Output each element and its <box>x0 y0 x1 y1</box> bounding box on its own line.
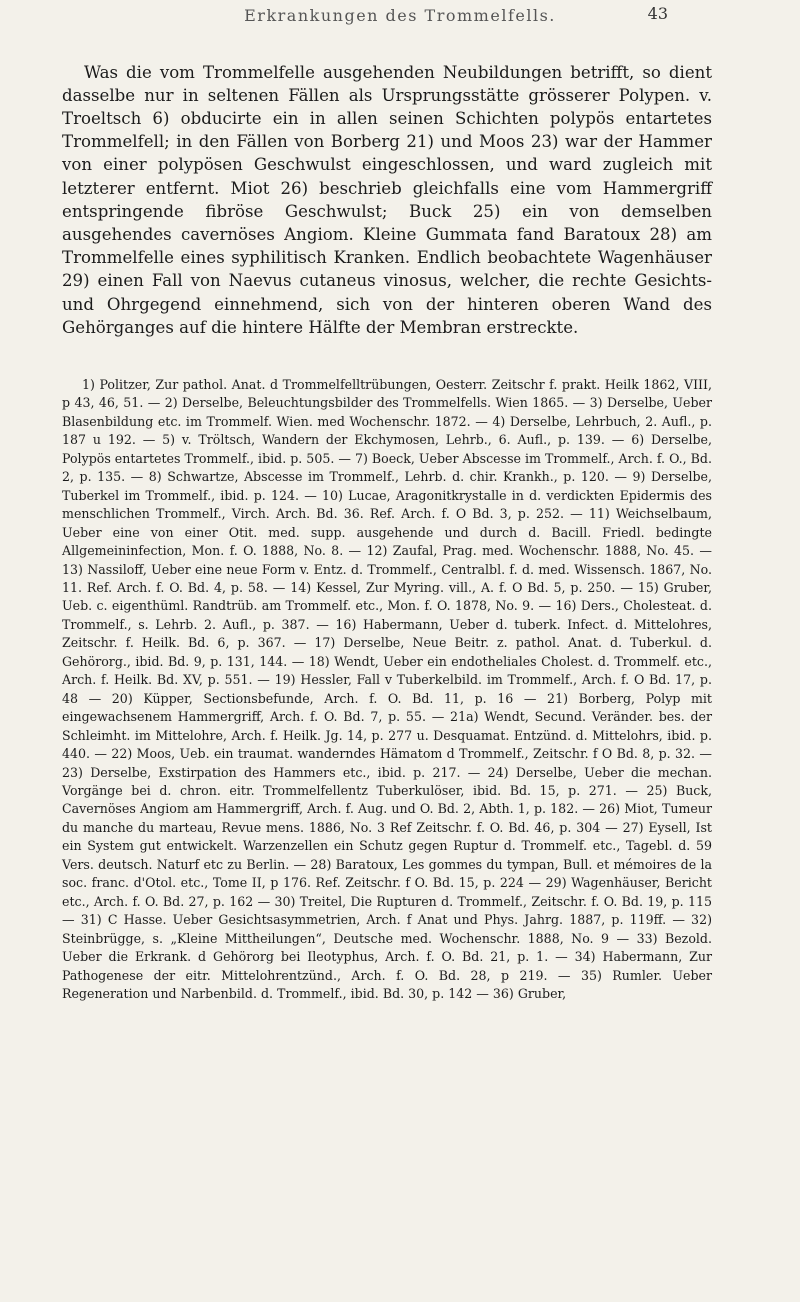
running-header <box>0 6 800 25</box>
footnotes: 1) Politzer, Zur pathol. Anat. d Trommelfelltrübungen, Oesterr. Zeitschr f. prakt. Heilk 1862, VIII, p 43, 46, 51. — 2) Derselbe, Beleuchtungsbilder des Trommelfells. Wien 1865. — 3) Derselbe, Ueber Blasenbildung etc. im Trommelf. Wien. med Wochenschr. 1872. — 4) Derselbe, Lehrbuch, 2. Aufl., p. 187 u 192. — 5) v. Tröltsch, Wandern der Ekchymosen, Lehrb., 6. Aufl., p. 139. — 6) Derselbe, Polypös entartetes Trommelf., ibid. p. 505. — 7) Boeck, Ueber Abscesse im Trommelf., Arch. f. O., Bd. 2, p. 135. — 8) Schwartze, Abscesse im Trommelf., Lehrb. d. chir. Krankh., p. 120. — 9) Derselbe, Tuberkel im Trommelf., ibid. p. 124. — 10) Lucae, Aragonitkrystalle in d. verdickten Epidermis des menschlichen Trommelf., Virch. Arch. Bd. 36. Ref. Arch. f. O Bd. 3, p. 252. — 11) Weichselbaum, Ueber eine von einer Otit. med. supp. ausgehende und durch d. Bacill. Friedl. bedingte Allgemeininfection, Mon. f. O. 1888, No. 8. — 12) Zaufal, Prag. med. Wochenschr. 1888, No. 45. — 13) Nassiloff, Ueber eine neue Form v. Entz. d. Trommelf., Centralbl. f. d. med. Wissensch. 1867, No. 11. Ref. Arch. f. O. Bd. 4, p. 58. — 14) Kessel, Zur Myring. vill., A. f. O Bd. 5, p. 250. — 15) Gruber, Ueb. c. eigenthüml. Randtrüb. am Trommelf. etc., Mon. f. O. 1878, No. 9. — 16) Ders., Cholesteat. d. Trommelf., s. Lehrb. 2. Aufl., p. 387. — 16) Habermann, Ueber d. tuberk. Infect. d. Mittelohres, Zeitschr. f. Heilk. Bd. 6, p. 367. — 17) Derselbe, Neue Beitr. z. pathol. Anat. d. Tuberkul. d. Gehörorg., ibid. Bd. 9, p. 131, 144. — 18) Wendt, Ueber ein endotheliales Cholest. d. Trommelf. etc., Arch. f. Heilk. Bd. XV, p. 551. — 19) Hessler, Fall v Tuberkelbild. im Trommelf., Arch. f. O Bd. 17, p. 48 — 20) Küpper, Sectionsbefunde, Arch. f. O. Bd. 11, p. 16 — 21) Borberg, Polyp mit eingewachsenem Hammergriff, Arch. f. O. Bd. 7, p. 55. — 21a) Wendt, Secund. Veränder. bes. der Schleimht. im Mittelohre, Arch. f. Heilk. Jg. 14, p. 277 u. Desquamat. Entzünd. d. Mittelohrs, ibid. p. 440. — 22) Moos, Ueb. ein traumat. wanderndes Hämatom d Trommelf., Zeitschr. f O Bd. 8, p. 32. — 23) Derselbe, Exstirpation des Hammers etc., ibid. p. 217. — 24) Derselbe, Ueber die mechan. Vorgänge bei d. chron. eitr. Trommelfellentz Tuberkulöser, ibid. Bd. 15, p. 271. — 25) Buck, Cavernöses Angiom am Hammergriff, Arch. f. Aug. und O. Bd. 2, Abth. 1, p. 182. — 26) Miot, Tumeur du manche du marteau, Revue mens. 1886, No. 3 Ref Zeitschr. f. O. Bd. 46, p. 304 — 27) Eysell, Ist ein System gut entwickelt. Warzenzellen ein Schutz gegen Ruptur d. Trommelf. etc., Tagebl. d. 59 Vers. deutsch. Naturf etc zu Berlin. — 28) Baratoux, Les gommes du tympan, Bull. et mémoires de la soc. franc. d'Otol. etc., Tome II, p 176. Ref. Zeitschr. f O. Bd. 15, p. 224 — 29) Wagenhäuser, Bericht etc., Arch. f. O. Bd. 27, p. 162 — 30) Treitel, Die Rupturen d. Trommelf., Zeitschr. f. O. Bd. 19, p. 115 — 31) C Hasse. Ueber Gesichtsasymmetrien, Arch. f Anat und Phys. Jahrg. 1887, p. 119ff. — 32) Steinbrügge, s. „Kleine Mittheilungen“, Deutsche med. Wochenschr. 1888, No. 9 — 33) Bezold. Ueber die Erkrank. d Gehörorg bei Ileotyphus, Arch. f. O. Bd. 21, p. 1. — 34) Habermann, Zur Pathogenese der eitr. Mittelohrentzünd., Arch. f. O. Bd. 28, p 219. — 35) Rumler. Ueber Regeneration und Narbenbild. d. Trommelf., ibid. Bd. 30, p. 142 — 36) Gruber, <box>62 377 712 1001</box>
body-paragraph: Was die vom Trommelfelle ausgehenden Neubildungen betrifft, so dient dasselbe nur in seltenen Fällen als Ursprungsstätte grösserer Polypen. v. Troeltsch 6) obducirte ein in allen seinen Schichten polypös entartetes Trommelfell; in den Fällen von Borberg 21) und Moos 23) war der Hammer von einer polypösen Geschwulst eingeschlossen, und ward zugleich mit letzterer entfernt. Miot 26) beschrieb gleichfalls eine vom Hammergriff entspringende fibröse Geschwulst; Buck 25) ein von demselben ausgehendes cavernöses Angiom. Kleine Gummata fand Baratoux 28) am Trommelfelle eines syphilitisch Kranken. Endlich beobachtete Wagenhäuser 29) einen Fall von Naevus cutaneus vinosus, welcher, die rechte Gesichts- und Ohrgegend einnehmend, sich von der hinteren oberen Wand des Gehörganges auf die hintere Hälfte der Membran erstreckte. <box>62 62 712 337</box>
running-title: Erkrankungen des Trommelfells. <box>244 6 556 25</box>
page-number: 43 <box>647 4 668 23</box>
